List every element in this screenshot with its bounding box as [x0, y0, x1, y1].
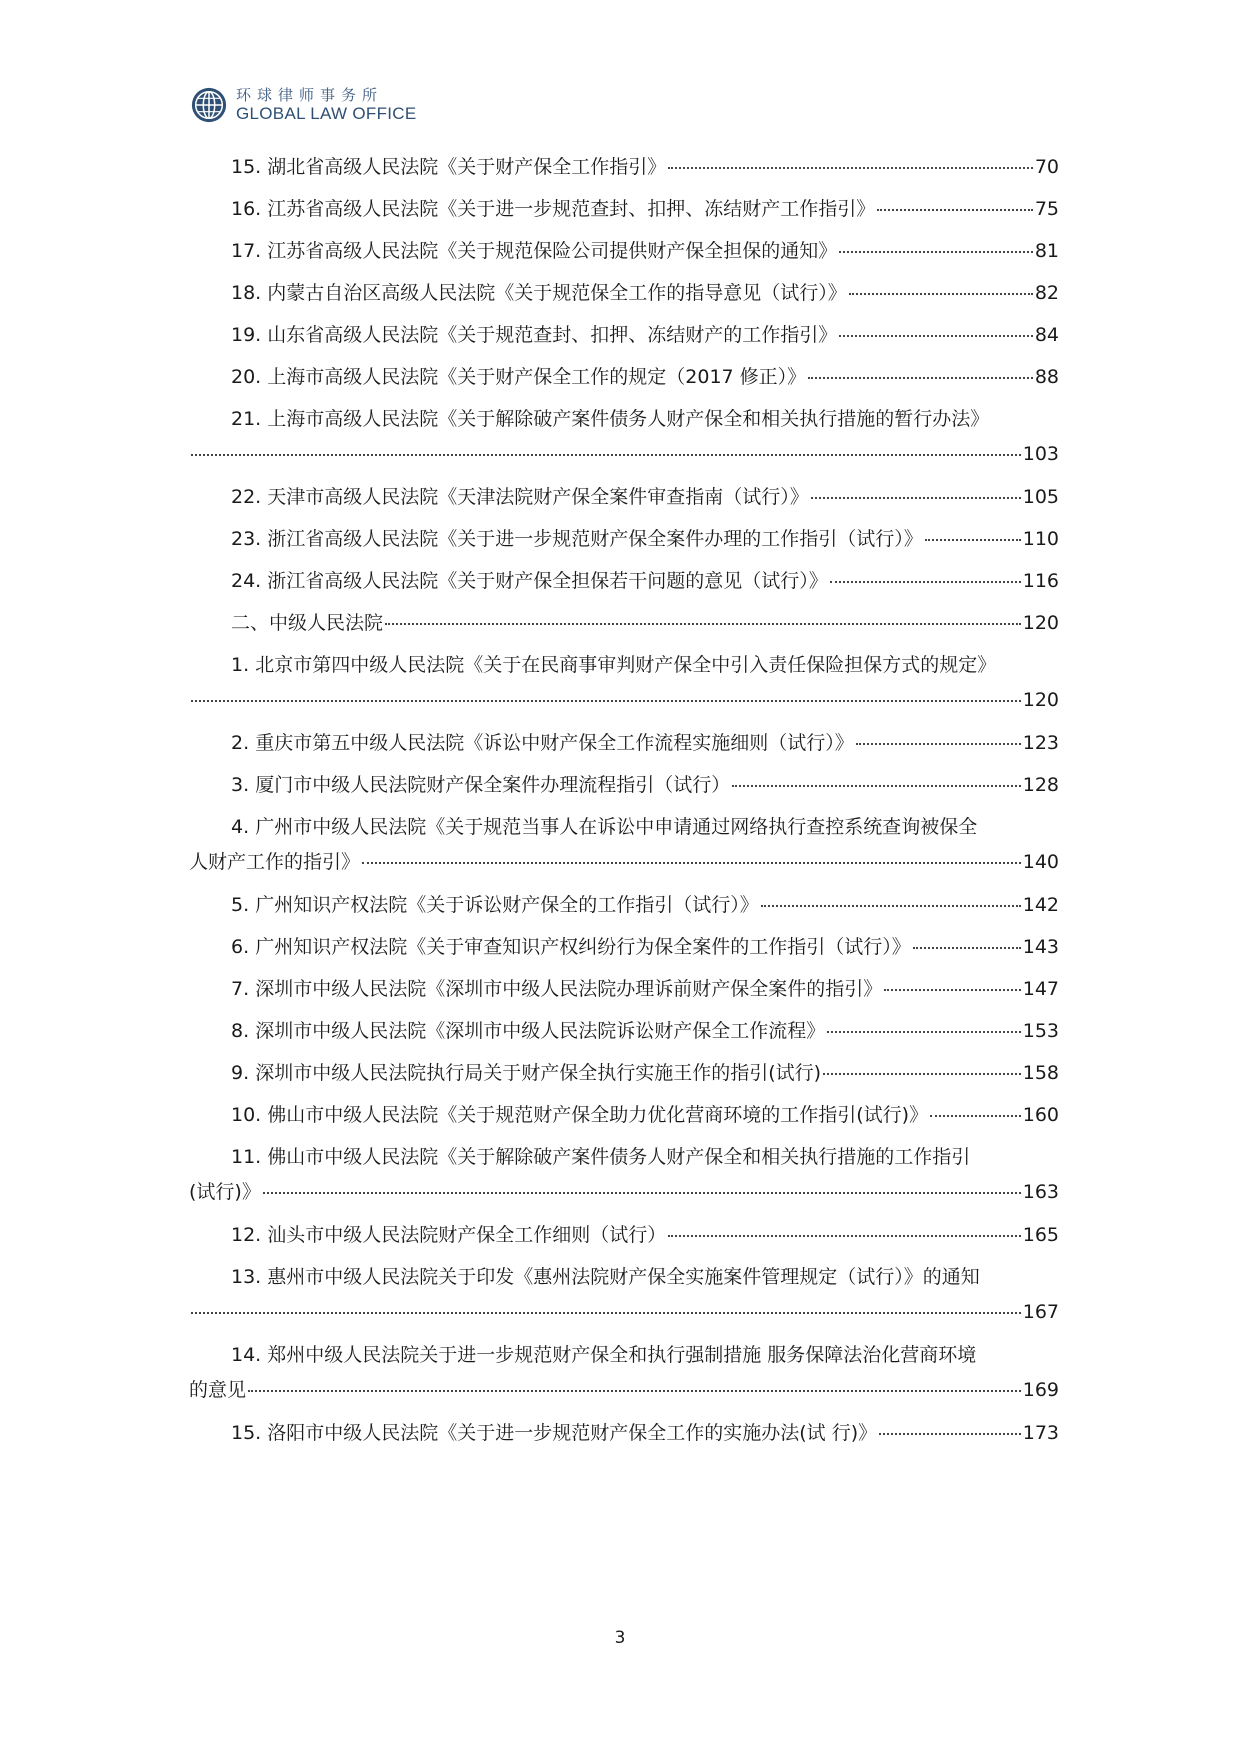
- toc-entry-page: 169: [1022, 1379, 1059, 1401]
- toc-entry-page: 143: [1022, 936, 1059, 958]
- toc-entry-title: [231, 726, 854, 760]
- toc-leader-dots: [839, 251, 1033, 253]
- toc-entry-text: 惠州市中级人民法院关于印发《惠州法院财产保全实施案件管理规定（试行）》的通知: [267, 1266, 980, 1288]
- toc-entry-page: 120: [1022, 689, 1059, 711]
- toc-leader-dots: [811, 497, 1021, 499]
- toc-entry-number: 10.: [231, 1104, 262, 1126]
- toc-entry-title: [231, 1014, 825, 1048]
- toc-entry-page: 82: [1034, 282, 1059, 304]
- toc-entry-text: 上海市高级人民法院《关于财产保全工作的规定（2017 修正）》: [267, 366, 807, 388]
- toc-entry-page: 167: [1022, 1301, 1059, 1323]
- toc-entry-text: 内蒙古自治区高级人民法院《关于规范保全工作的指导意见（试行）》: [267, 282, 847, 304]
- toc-entry-text: 厦门市中级人民法院财产保全案件办理流程指引（试行）: [255, 774, 731, 796]
- toc-entry-title: [231, 930, 911, 964]
- toc-leader-dots: [191, 700, 1021, 702]
- toc-entry-page: 105: [1022, 486, 1059, 508]
- toc-entry-text: 汕头市中级人民法院财产保全工作细则（试行）: [267, 1224, 667, 1246]
- toc-entry-number: 2.: [231, 732, 250, 754]
- toc-entry-text: 湖北省高级人民法院《关于财产保全工作指引》: [267, 156, 667, 178]
- globe-logo-icon: [190, 86, 228, 124]
- page-number: 3: [614, 1628, 626, 1648]
- toc-entry-number: 9.: [231, 1062, 250, 1084]
- toc-entry[interactable]: [189, 318, 1059, 352]
- toc-entry-page: 75: [1034, 198, 1059, 220]
- logo-chinese-name: 环球律师事务所: [236, 86, 384, 104]
- toc-entry-number: 3.: [231, 774, 250, 796]
- toc-entry[interactable]: [189, 1098, 1059, 1132]
- toc-entry[interactable]: [189, 1260, 1059, 1330]
- toc-entry-page: 163: [1022, 1181, 1059, 1203]
- toc-leader-dots: [823, 1073, 1021, 1075]
- toc-entry[interactable]: [189, 1416, 1059, 1450]
- toc-leader-dots: [884, 989, 1021, 991]
- toc-entry-number: 20.: [231, 366, 262, 388]
- toc-entry-page: 160: [1022, 1104, 1059, 1126]
- toc-entry-number: 13.: [231, 1266, 262, 1288]
- toc-entry-text: 上海市高级人民法院《关于解除破产案件债务人财产保全和相关执行措施的暂行办法》: [267, 408, 990, 430]
- toc-entry-title: [231, 1416, 877, 1450]
- toc-entry-text: 郑州中级人民法院关于进一步规范财产保全和执行强制措施 服务保障法治化营商环境: [267, 1344, 977, 1366]
- toc-entry-page: 70: [1034, 156, 1059, 178]
- toc-leader-dots: [808, 377, 1033, 379]
- toc-entry-page: 158: [1022, 1062, 1059, 1084]
- toc-entry-page: 103: [1022, 443, 1059, 465]
- toc-entry-page: 153: [1022, 1020, 1059, 1042]
- toc-entry-number: 23.: [231, 528, 262, 550]
- toc-entry[interactable]: [189, 1218, 1059, 1252]
- toc-entry-page: 110: [1022, 528, 1059, 550]
- toc-leader-dots: [856, 743, 1021, 745]
- toc-entry-number: 15.: [231, 1422, 262, 1444]
- toc-entry-title: [231, 402, 989, 436]
- toc-entry-title: [231, 150, 666, 184]
- toc-entry-text: 江苏省高级人民法院《关于进一步规范查封、扣押、冻结财产工作指引》: [267, 198, 876, 220]
- toc-entry[interactable]: [189, 1014, 1059, 1048]
- toc-entry-text: 洛阳市中级人民法院《关于进一步规范财产保全工作的实施办法(试 行)》: [267, 1422, 878, 1444]
- toc-entry-number: 5.: [231, 894, 250, 916]
- toc-entry[interactable]: [189, 888, 1059, 922]
- toc-entry-text: 深圳市中级人民法院《深圳市中级人民法院办理诉前财产保全案件的指引》: [255, 978, 883, 1000]
- toc-entry[interactable]: [189, 1338, 1059, 1408]
- toc-entry[interactable]: [189, 150, 1059, 184]
- toc-entry-continuation: 人财产工作的指引》: [189, 851, 361, 873]
- toc-entry-continuation: (试行)》: [189, 1181, 261, 1203]
- toc-entry[interactable]: [189, 972, 1059, 1006]
- toc-entry[interactable]: [189, 192, 1059, 226]
- toc-entry[interactable]: [189, 276, 1059, 310]
- toc-entry-number: 18.: [231, 282, 262, 304]
- toc-entry-title: [231, 318, 837, 352]
- toc-entry-title: [231, 810, 977, 844]
- toc-entry-number: 21.: [231, 408, 262, 430]
- toc-entry-page: 147: [1022, 978, 1059, 1000]
- toc-entry-page: 173: [1022, 1422, 1059, 1444]
- toc-entry-title: [231, 972, 882, 1006]
- toc-entry-continuation: 的意见: [189, 1379, 247, 1401]
- toc-entry-number: 19.: [231, 324, 262, 346]
- toc-entry[interactable]: [189, 564, 1059, 598]
- toc-entry-title: [231, 234, 837, 268]
- toc-entry-number: 1.: [231, 654, 250, 676]
- toc-leader-dots: [827, 1031, 1021, 1033]
- logo-english-name: GLOBAL LAW OFFICE: [236, 104, 417, 123]
- toc-entry-title: [231, 360, 806, 394]
- toc-entry-text: 天津市高级人民法院《天津法院财产保全案件审查指南（试行）》: [267, 486, 809, 508]
- toc-entry-title: [231, 522, 923, 556]
- toc-entry-title: [231, 192, 875, 226]
- toc-entry-text: 北京市第四中级人民法院《关于在民商事审判财产保全中引入责任保险担保方式的规定》: [255, 654, 997, 676]
- toc-entry-page: 142: [1022, 894, 1059, 916]
- toc-leader-dots: [913, 947, 1021, 949]
- toc-entry-text: 重庆市第五中级人民法院《诉讼中财产保全工作流程实施细则（试行）》: [255, 732, 854, 754]
- toc-entry[interactable]: [189, 1056, 1059, 1090]
- toc-entry-text: 二、中级人民法院: [231, 612, 384, 634]
- toc-entry-text: 山东省高级人民法院《关于规范查封、扣押、冻结财产的工作指引》: [267, 324, 838, 346]
- toc-entry-number: 8.: [231, 1020, 250, 1042]
- toc-entry-number: 24.: [231, 570, 262, 592]
- toc-entry-text: 广州知识产权法院《关于诉讼财产保全的工作指引（试行）》: [255, 894, 759, 916]
- toc-entry[interactable]: [189, 480, 1059, 514]
- toc-entry-page: 84: [1034, 324, 1059, 346]
- toc-entry-title: [231, 1056, 821, 1090]
- toc-entry[interactable]: [189, 234, 1059, 268]
- toc-entry[interactable]: [189, 522, 1059, 556]
- toc-entry-number: 14.: [231, 1344, 262, 1366]
- toc-entry-page: 123: [1022, 732, 1059, 754]
- toc-entry-title: [231, 648, 996, 682]
- toc-entry-page: 81: [1034, 240, 1059, 262]
- toc-entry-page: 165: [1022, 1224, 1059, 1246]
- toc-entry-title: [231, 768, 730, 802]
- toc-entry[interactable]: [189, 930, 1059, 964]
- toc-entry-text: 浙江省高级人民法院《关于进一步规范财产保全案件办理的工作指引（试行）》: [267, 528, 923, 550]
- toc-entry-text: 广州市中级人民法院《关于规范当事人在诉讼中申请通过网络执行查控系统查询被保全: [255, 816, 978, 838]
- firm-logo: [190, 86, 417, 124]
- toc-entry-title: [231, 1140, 970, 1174]
- toc-entry-page: 128: [1022, 774, 1059, 796]
- toc-entry-number: 7.: [231, 978, 250, 1000]
- toc-entry-title: [231, 276, 847, 310]
- toc-entry-page: 140: [1022, 851, 1059, 873]
- toc-leader-dots: [191, 454, 1021, 456]
- toc-entry-title: [231, 564, 828, 598]
- toc-entry[interactable]: [189, 402, 1059, 472]
- toc-entry[interactable]: [189, 726, 1059, 760]
- toc-entry[interactable]: [189, 1140, 1059, 1210]
- toc-entry-title: [231, 1098, 928, 1132]
- toc-entry-number: 12.: [231, 1224, 262, 1246]
- toc-entry-text: 佛山市中级人民法院《关于规范财产保全助力优化营商环境的工作指引(试行)》: [267, 1104, 929, 1126]
- toc-entry-number: 15.: [231, 156, 262, 178]
- toc-leader-dots: [191, 1312, 1021, 1314]
- toc-entry-text: 深圳市中级人民法院执行局关于财产保全执行实施王作的指引(试行): [255, 1062, 822, 1084]
- toc-leader-dots: [849, 293, 1033, 295]
- toc-entry-text: 广州知识产权法院《关于审查知识产权纠纷行为保全案件的工作指引（试行）》: [255, 936, 911, 958]
- toc-entry[interactable]: [189, 768, 1059, 802]
- toc-entry-title: [231, 888, 759, 922]
- toc-entry[interactable]: [189, 810, 1059, 880]
- toc-entry-text: 江苏省高级人民法院《关于规范保险公司提供财产保全担保的通知》: [267, 240, 838, 262]
- toc-leader-dots: [668, 1235, 1020, 1237]
- toc-leader-dots: [248, 1390, 1021, 1392]
- toc-entry-number: 17.: [231, 240, 262, 262]
- toc-entry-number: 4.: [231, 816, 250, 838]
- toc-leader-dots: [830, 581, 1021, 583]
- toc-entry-number: 11.: [231, 1146, 262, 1168]
- toc-leader-dots: [668, 167, 1033, 169]
- toc-leader-dots: [930, 1115, 1021, 1117]
- toc-leader-dots: [877, 209, 1033, 211]
- toc-entry-text: 佛山市中级人民法院《关于解除破产案件债务人财产保全和相关执行措施的工作指引: [267, 1146, 971, 1168]
- toc-entry-page: 116: [1022, 570, 1059, 592]
- toc-entry-title: [231, 1338, 976, 1372]
- toc-leader-dots: [761, 905, 1021, 907]
- toc-entry-page: 88: [1034, 366, 1059, 388]
- toc-entry-title: [231, 606, 383, 640]
- toc-entry-number: 16.: [231, 198, 262, 220]
- toc-leader-dots: [732, 785, 1021, 787]
- toc-leader-dots: [879, 1433, 1021, 1435]
- toc-entry-number: 22.: [231, 486, 262, 508]
- toc-entry-page: 120: [1022, 612, 1059, 634]
- toc-entry[interactable]: [189, 360, 1059, 394]
- toc-leader-dots: [925, 539, 1021, 541]
- toc-leader-dots: [839, 335, 1033, 337]
- toc-entry-text: 浙江省高级人民法院《关于财产保全担保若干问题的意见（试行）》: [267, 570, 828, 592]
- toc-entry-title: [231, 480, 809, 514]
- toc-entry-title: [231, 1218, 666, 1252]
- toc-entry[interactable]: [189, 606, 1059, 640]
- toc-entry-text: 深圳市中级人民法院《深圳市中级人民法院诉讼财产保全工作流程》: [255, 1020, 826, 1042]
- table-of-contents: [189, 150, 1059, 1458]
- toc-leader-dots: [263, 1192, 1021, 1194]
- toc-leader-dots: [362, 862, 1021, 864]
- toc-entry-number: 6.: [231, 936, 250, 958]
- toc-entry-title: [231, 1260, 980, 1294]
- toc-leader-dots: [385, 623, 1021, 625]
- toc-entry[interactable]: [189, 648, 1059, 718]
